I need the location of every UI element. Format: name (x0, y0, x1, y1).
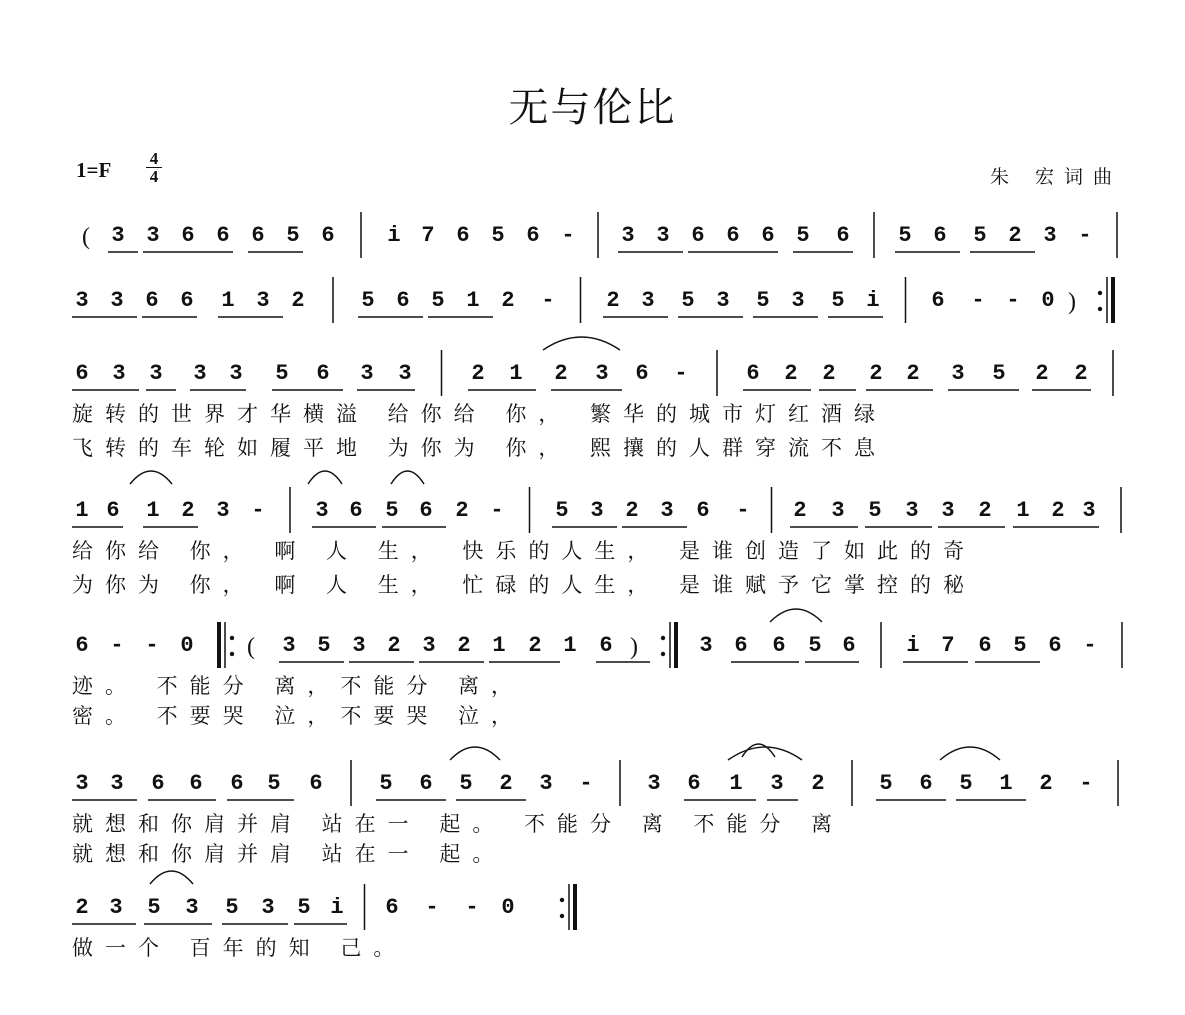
note: 3 (590, 498, 604, 523)
time-signature-top: 4 (149, 149, 159, 168)
note: 2 (625, 498, 639, 523)
note: 5 (681, 288, 695, 313)
note: 3 (216, 498, 230, 523)
octave-dot (661, 636, 665, 640)
note: 5 (297, 895, 311, 920)
note: 6 (687, 771, 701, 796)
note: 5 (898, 223, 912, 248)
note: 6 (726, 223, 740, 248)
note: - (490, 498, 504, 523)
note: 2 (75, 895, 89, 920)
paren: ( (247, 634, 255, 660)
note: 6 (772, 633, 786, 658)
song-title: 无与伦比 (508, 85, 677, 131)
note: 5 (959, 771, 973, 796)
note: 1 (1016, 498, 1030, 523)
note: 1 (729, 771, 743, 796)
note: 6 (842, 633, 856, 658)
note: 2 (1035, 361, 1049, 386)
note: 3 (539, 771, 553, 796)
note: 2 (181, 498, 195, 523)
note: 6 (978, 633, 992, 658)
note: 2 (822, 361, 836, 386)
note: 6 (349, 498, 363, 523)
note: i (330, 895, 344, 920)
note: 6 (761, 223, 775, 248)
note: 1 (466, 288, 480, 313)
note: 3 (595, 361, 609, 386)
note: 2 (1074, 361, 1088, 386)
paren: ) (1068, 289, 1076, 315)
note: 3 (1043, 223, 1057, 248)
note: 6 (691, 223, 705, 248)
note: 1 (563, 633, 577, 658)
note: 6 (419, 771, 433, 796)
note: 5 (379, 771, 393, 796)
note: 6 (251, 223, 265, 248)
note: 5 (275, 361, 289, 386)
note: 6 (526, 223, 540, 248)
note: 6 (933, 223, 947, 248)
lyric-line: 做一个 百年的知 己。 (72, 936, 407, 960)
note: 6 (316, 361, 330, 386)
note: 6 (181, 223, 195, 248)
note: i (387, 223, 401, 248)
note: 6 (180, 288, 194, 313)
note: 2 (1008, 223, 1022, 248)
note: 3 (398, 361, 412, 386)
note: 2 (387, 633, 401, 658)
note: 2 (291, 288, 305, 313)
note: 3 (75, 288, 89, 313)
note: - (465, 895, 479, 920)
time-signature-bottom: 4 (146, 167, 162, 185)
note: 3 (146, 223, 160, 248)
octave-dot (230, 652, 234, 656)
note: 3 (110, 771, 124, 796)
note: 7 (421, 223, 435, 248)
note: 6 (151, 771, 165, 796)
note: 6 (216, 223, 230, 248)
note: 2 (501, 288, 515, 313)
note: - (541, 288, 555, 313)
note: 5 (992, 361, 1006, 386)
slur (728, 747, 802, 760)
octave-dot (560, 898, 564, 902)
note: 5 (868, 498, 882, 523)
note: 5 (385, 498, 399, 523)
lyric-line: 迹。 不能分 离，不能分 离， (72, 674, 525, 698)
note: 5 (1013, 633, 1027, 658)
note: 0 (1041, 288, 1055, 313)
note: 6 (696, 498, 710, 523)
note: 3 (1082, 498, 1096, 523)
note: 5 (286, 223, 300, 248)
lyric-line: 就想和你肩并肩 站在一 起。 不能分 离 不能分 离 (72, 812, 845, 836)
note: 3 (112, 361, 126, 386)
note: - (251, 498, 265, 523)
note: i (866, 288, 880, 313)
note: 6 (75, 361, 89, 386)
note: - (110, 633, 124, 658)
key-signature: 1=F (76, 158, 112, 182)
slur (940, 747, 1000, 760)
note: 2 (784, 361, 798, 386)
slur (450, 747, 500, 760)
note: 2 (906, 361, 920, 386)
note: 6 (919, 771, 933, 796)
note: 3 (905, 498, 919, 523)
note: 2 (1039, 771, 1053, 796)
note: 6 (385, 895, 399, 920)
note: 3 (770, 771, 784, 796)
slur (391, 471, 424, 484)
note: 6 (931, 288, 945, 313)
note: 2 (606, 288, 620, 313)
note: 1 (509, 361, 523, 386)
lyric-line: 密。 不要哭 泣，不要哭 泣， (72, 704, 525, 728)
note: 2 (1051, 498, 1065, 523)
note: 2 (793, 498, 807, 523)
note: 3 (656, 223, 670, 248)
slur (130, 471, 172, 484)
note: 2 (554, 361, 568, 386)
note: 0 (180, 633, 194, 658)
note: 6 (75, 633, 89, 658)
note: 1 (146, 498, 160, 523)
note: 3 (699, 633, 713, 658)
note: 3 (647, 771, 661, 796)
note: 6 (145, 288, 159, 313)
note: 5 (459, 771, 473, 796)
note: 2 (457, 633, 471, 658)
note: 3 (149, 361, 163, 386)
note: 3 (261, 895, 275, 920)
slur (150, 871, 193, 884)
octave-dot (230, 636, 234, 640)
note: 5 (491, 223, 505, 248)
note: 3 (75, 771, 89, 796)
note: 3 (621, 223, 635, 248)
octave-dot (1098, 291, 1102, 295)
note: 2 (455, 498, 469, 523)
note: 1 (999, 771, 1013, 796)
note: 6 (309, 771, 323, 796)
note: 6 (189, 771, 203, 796)
note: 6 (1048, 633, 1062, 658)
note: - (1078, 223, 1092, 248)
note: - (561, 223, 575, 248)
slur (742, 744, 775, 757)
note: 2 (471, 361, 485, 386)
note: 3 (791, 288, 805, 313)
lyric-line: 旋转的世界才华横溢 给你给 你， 繁华的城市灯红酒绿 (72, 402, 888, 426)
note: 6 (456, 223, 470, 248)
note: - (674, 361, 688, 386)
note: 7 (941, 633, 955, 658)
note: 3 (256, 288, 270, 313)
lyric-line: 给你给 你， 啊 人 生， 快乐的人生， 是谁创造了如此的奇 (72, 539, 977, 563)
note: - (1006, 288, 1020, 313)
note: 6 (836, 223, 850, 248)
note: 3 (641, 288, 655, 313)
note: - (579, 771, 593, 796)
note: 3 (110, 288, 124, 313)
note: 5 (831, 288, 845, 313)
note: 5 (756, 288, 770, 313)
note: 3 (831, 498, 845, 523)
note: 5 (225, 895, 239, 920)
note: 2 (499, 771, 513, 796)
slur (770, 609, 822, 622)
note: 2 (869, 361, 883, 386)
octave-dot (560, 914, 564, 918)
note: 5 (431, 288, 445, 313)
note: 3 (315, 498, 329, 523)
note: 3 (422, 633, 436, 658)
note: i (906, 633, 920, 658)
note: 6 (106, 498, 120, 523)
lyric-line: 就想和你肩并肩 站在一 起。 (72, 842, 506, 866)
note: 1 (221, 288, 235, 313)
note: 3 (229, 361, 243, 386)
note: 5 (267, 771, 281, 796)
note: - (1083, 633, 1097, 658)
note: 6 (419, 498, 433, 523)
slur (308, 471, 342, 484)
note: 6 (746, 361, 760, 386)
note: 5 (879, 771, 893, 796)
slur (543, 337, 620, 350)
note: - (971, 288, 985, 313)
note: - (1079, 771, 1093, 796)
note: 3 (352, 633, 366, 658)
note: 2 (528, 633, 542, 658)
lyric-line: 为你为 你， 啊 人 生， 忙碌的人生， 是谁赋予它掌控的秘 (72, 573, 977, 597)
note: 6 (599, 633, 613, 658)
note: 5 (796, 223, 810, 248)
note: 6 (635, 361, 649, 386)
note: - (425, 895, 439, 920)
note: 3 (109, 895, 123, 920)
paren: ) (630, 634, 638, 660)
note: 6 (734, 633, 748, 658)
note: 5 (317, 633, 331, 658)
note: 2 (978, 498, 992, 523)
note: 3 (941, 498, 955, 523)
octave-dot (661, 652, 665, 656)
note: 3 (282, 633, 296, 658)
note: 1 (75, 498, 89, 523)
note: 6 (321, 223, 335, 248)
note: 6 (396, 288, 410, 313)
note: 3 (111, 223, 125, 248)
note: - (736, 498, 750, 523)
lyric-line: 飞转的车轮如履平地 为你为 你， 熙攘的人群穿流不息 (72, 436, 888, 460)
note: 3 (951, 361, 965, 386)
note: 3 (716, 288, 730, 313)
note: 3 (360, 361, 374, 386)
note: 3 (193, 361, 207, 386)
note: 1 (492, 633, 506, 658)
note: 5 (973, 223, 987, 248)
note: 2 (811, 771, 825, 796)
octave-dot (1098, 307, 1102, 311)
note: 5 (361, 288, 375, 313)
paren: ( (82, 224, 90, 250)
composer-credit: 朱 宏词曲 (990, 166, 1123, 188)
note: 5 (147, 895, 161, 920)
note: 6 (230, 771, 244, 796)
note: - (145, 633, 159, 658)
note: 3 (660, 498, 674, 523)
note: 5 (808, 633, 822, 658)
note: 0 (501, 895, 515, 920)
note: 3 (185, 895, 199, 920)
note: 5 (555, 498, 569, 523)
